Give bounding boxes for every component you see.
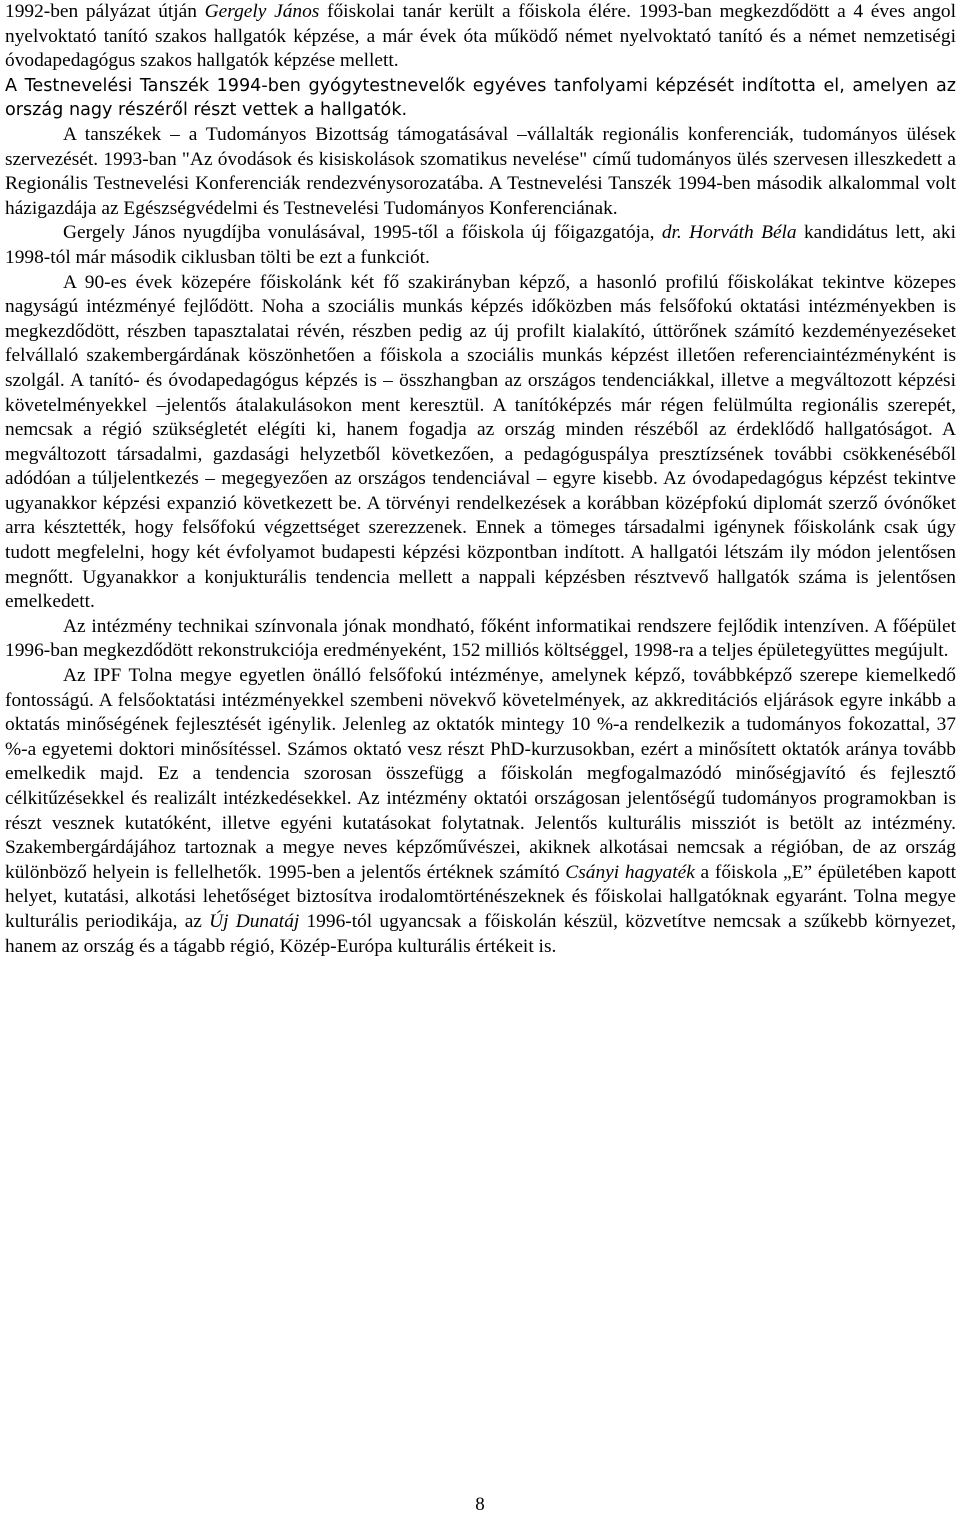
italic-text: Csányi hagyaték bbox=[565, 861, 695, 883]
text-run: 1992-ben pályázat útján bbox=[5, 1, 205, 22]
paragraph bbox=[5, 123, 956, 221]
text-run: 1996-tól ugyancsak a főiskolán készül, közvetítve nemcsak a szűkebb környezet, hanem az ország és a tágabb régió, Közép-Európa kulturális értékeit is. bbox=[5, 910, 956, 957]
paragraph bbox=[5, 271, 956, 615]
text-run: kandidátus lett, aki 1998-tól már második ciklusban tölti be ezt a funkciót. bbox=[5, 222, 956, 268]
paragraph bbox=[5, 664, 956, 959]
paragraph bbox=[5, 0, 956, 74]
italic-text: Új Dunatáj bbox=[209, 910, 300, 932]
paragraph bbox=[5, 615, 956, 664]
text-run: A 90-es évek közepére főiskolánk két fő szakirányban képző, a hasonló profilú főiskolákat tekintve közepes nagyságú intézményé fejlődött. Noha a szociális munkás képzés időközben más felsőfokú oktatási intézményekben is megkezdődött, részben tapasztalatai révén, részben pedig az új profilt kialakító, úttörőnek számító kezdeményezéseket felvállaló szakembergárdának köszönhetően a főiskola a szociális munkás képzést illetően referenciaintézményként is szolgál. A tanító- és óvodapedagógus képzés is – összhangban az országos tendenciákkal, illetve a megváltozott képzési követelményekkel –jelentős átalakulásokon ment keresztül. A tanítóképzés már régen felülmúlta regionális szerepét, nemcsak a régió szükségletét elégíti ki, hanem fogadja az ország minden részéből az érdeklődő hallgatóságot. A megváltozott társadalmi, gazdasági helyzetből következően, a pedagóguspálya presztízsének további csökkenéséből adódóan a túljelentkezés – megegyezően az országos tendenciával – egyre kisebb. Az óvodapedagógus képzést tekintve ugyanakkor képzési expanzió következett be. A törvényi rendelkezések a korábban középfokú diplomát szerző óvónőket arra késztették, hogy felsőfokú végzettséget szerezzenek. Ennek a tömeges társadalmi igénynek főiskolánk csak úgy tudott megfelelni, hogy két évfolyamot budapesti képzési központban indított. A hallgatói létszám ily módon jelentősen megnőtt. Ugyanakkor a konjukturális tendencia mellett a nappali képzésben résztvevő hallgatók száma is jelentősen emelkedett. bbox=[5, 271, 956, 613]
paragraph bbox=[5, 221, 956, 270]
text-run: A Testnevelési Tanszék 1994-ben gyógytestnevelők egyéves tanfolyami képzését indította el, amelyen az ország nagy részéről részt vettek a hallgatók. bbox=[5, 75, 956, 121]
text-run: Az intézmény technikai színvonala jónak mondható, főként informatikai rendszere fejlődik intenzíven. A főépület 1996-ban megkezdődött rekonstrukciója eredményeként, 152 milliós költséggel, 1998-ra a teljes épületegyüttes megújult. bbox=[5, 615, 956, 662]
paragraph bbox=[5, 74, 956, 123]
text-run: Gergely János nyugdíjba vonulásával, 1995-től a főiskola új főigazgatója, bbox=[63, 222, 662, 244]
text-run: a főiskola „E” épületében kapott helyet, kutatási, alkotási lehetőséget biztosítva irodalomtörténészeknek és főiskolai hallgatóknak egyaránt. Tolna megye kulturális periodikája, az bbox=[5, 861, 956, 932]
text-run: A tanszékek – a Tudományos Bizottság támogatásával –vállalták regionális konferenciák, tudományos ülések szervezését. 1993-ban "Az óvodások és kisiskolások szomatikus nevelése" című tudományos ülés szervesen illeszkedett a Regionális Testnevelési Konferenciák rendezvénysorozatába. A Testnevelési Tanszék 1994-ben második alkalommal volt házigazdája az Egészségvédelmi és Testnevelési Tudományos Konferenciának. bbox=[5, 123, 956, 219]
italic-text: Gergely János bbox=[204, 1, 320, 22]
body-text bbox=[5, 0, 956, 959]
text-run: főiskolai tanár került a főiskola élére. 1993-ban megkezdődött a 4 éves angol nyelvoktató tanító szakos hallgatók képzése, a már évek óta működő német nyelvoktató tanító és a német nemzetiségi óvodapedagógus szakos hallgatók képzése mellett. bbox=[5, 1, 956, 72]
page-number: 8 bbox=[475, 1494, 485, 1515]
text-run: Az IPF Tolna megye egyetlen önálló felsőfokú intézménye, amelynek képző, továbbképző szerepe kiemelkedő fontosságú. A felsőoktatási intézményekkel szembeni növekvő követelmények, az akkreditációs eljárások egyre inkább a oktatás minőségének fejlesztését igénylik. Jelenleg az oktatók mintegy 10 %-a rendelkezik a tudományos fokozattal, 37 %-a egyetemi doktori minősítéssel. Számos oktató vesz részt PhD-kurzusokban, ezért a minősített oktatók aránya tovább emelkedik majd. Ez a tendencia szorosan összefügg a főiskolán megfogalmazódó minőségjavító és fejlesztő célkitűzésekkel és realizált intézkedésekkel. Az intézmény oktatói országosan jelentőségű tudományos programokban is részt vesznek kutatóként, illetve egyéni kutatásokat folytatnak. Jelentős kulturális missziót is betölt az intézmény. Szakembergárdájához tartoznak a megye neves képzőművészei, akiknek alkotásai nemcsak a régióban, de az ország különböző helyein is fellelhetők. 1995-ben a jelentős értéknek számító bbox=[5, 665, 956, 883]
italic-text: dr. Horváth Béla bbox=[661, 222, 797, 244]
document-page bbox=[5, 0, 956, 959]
